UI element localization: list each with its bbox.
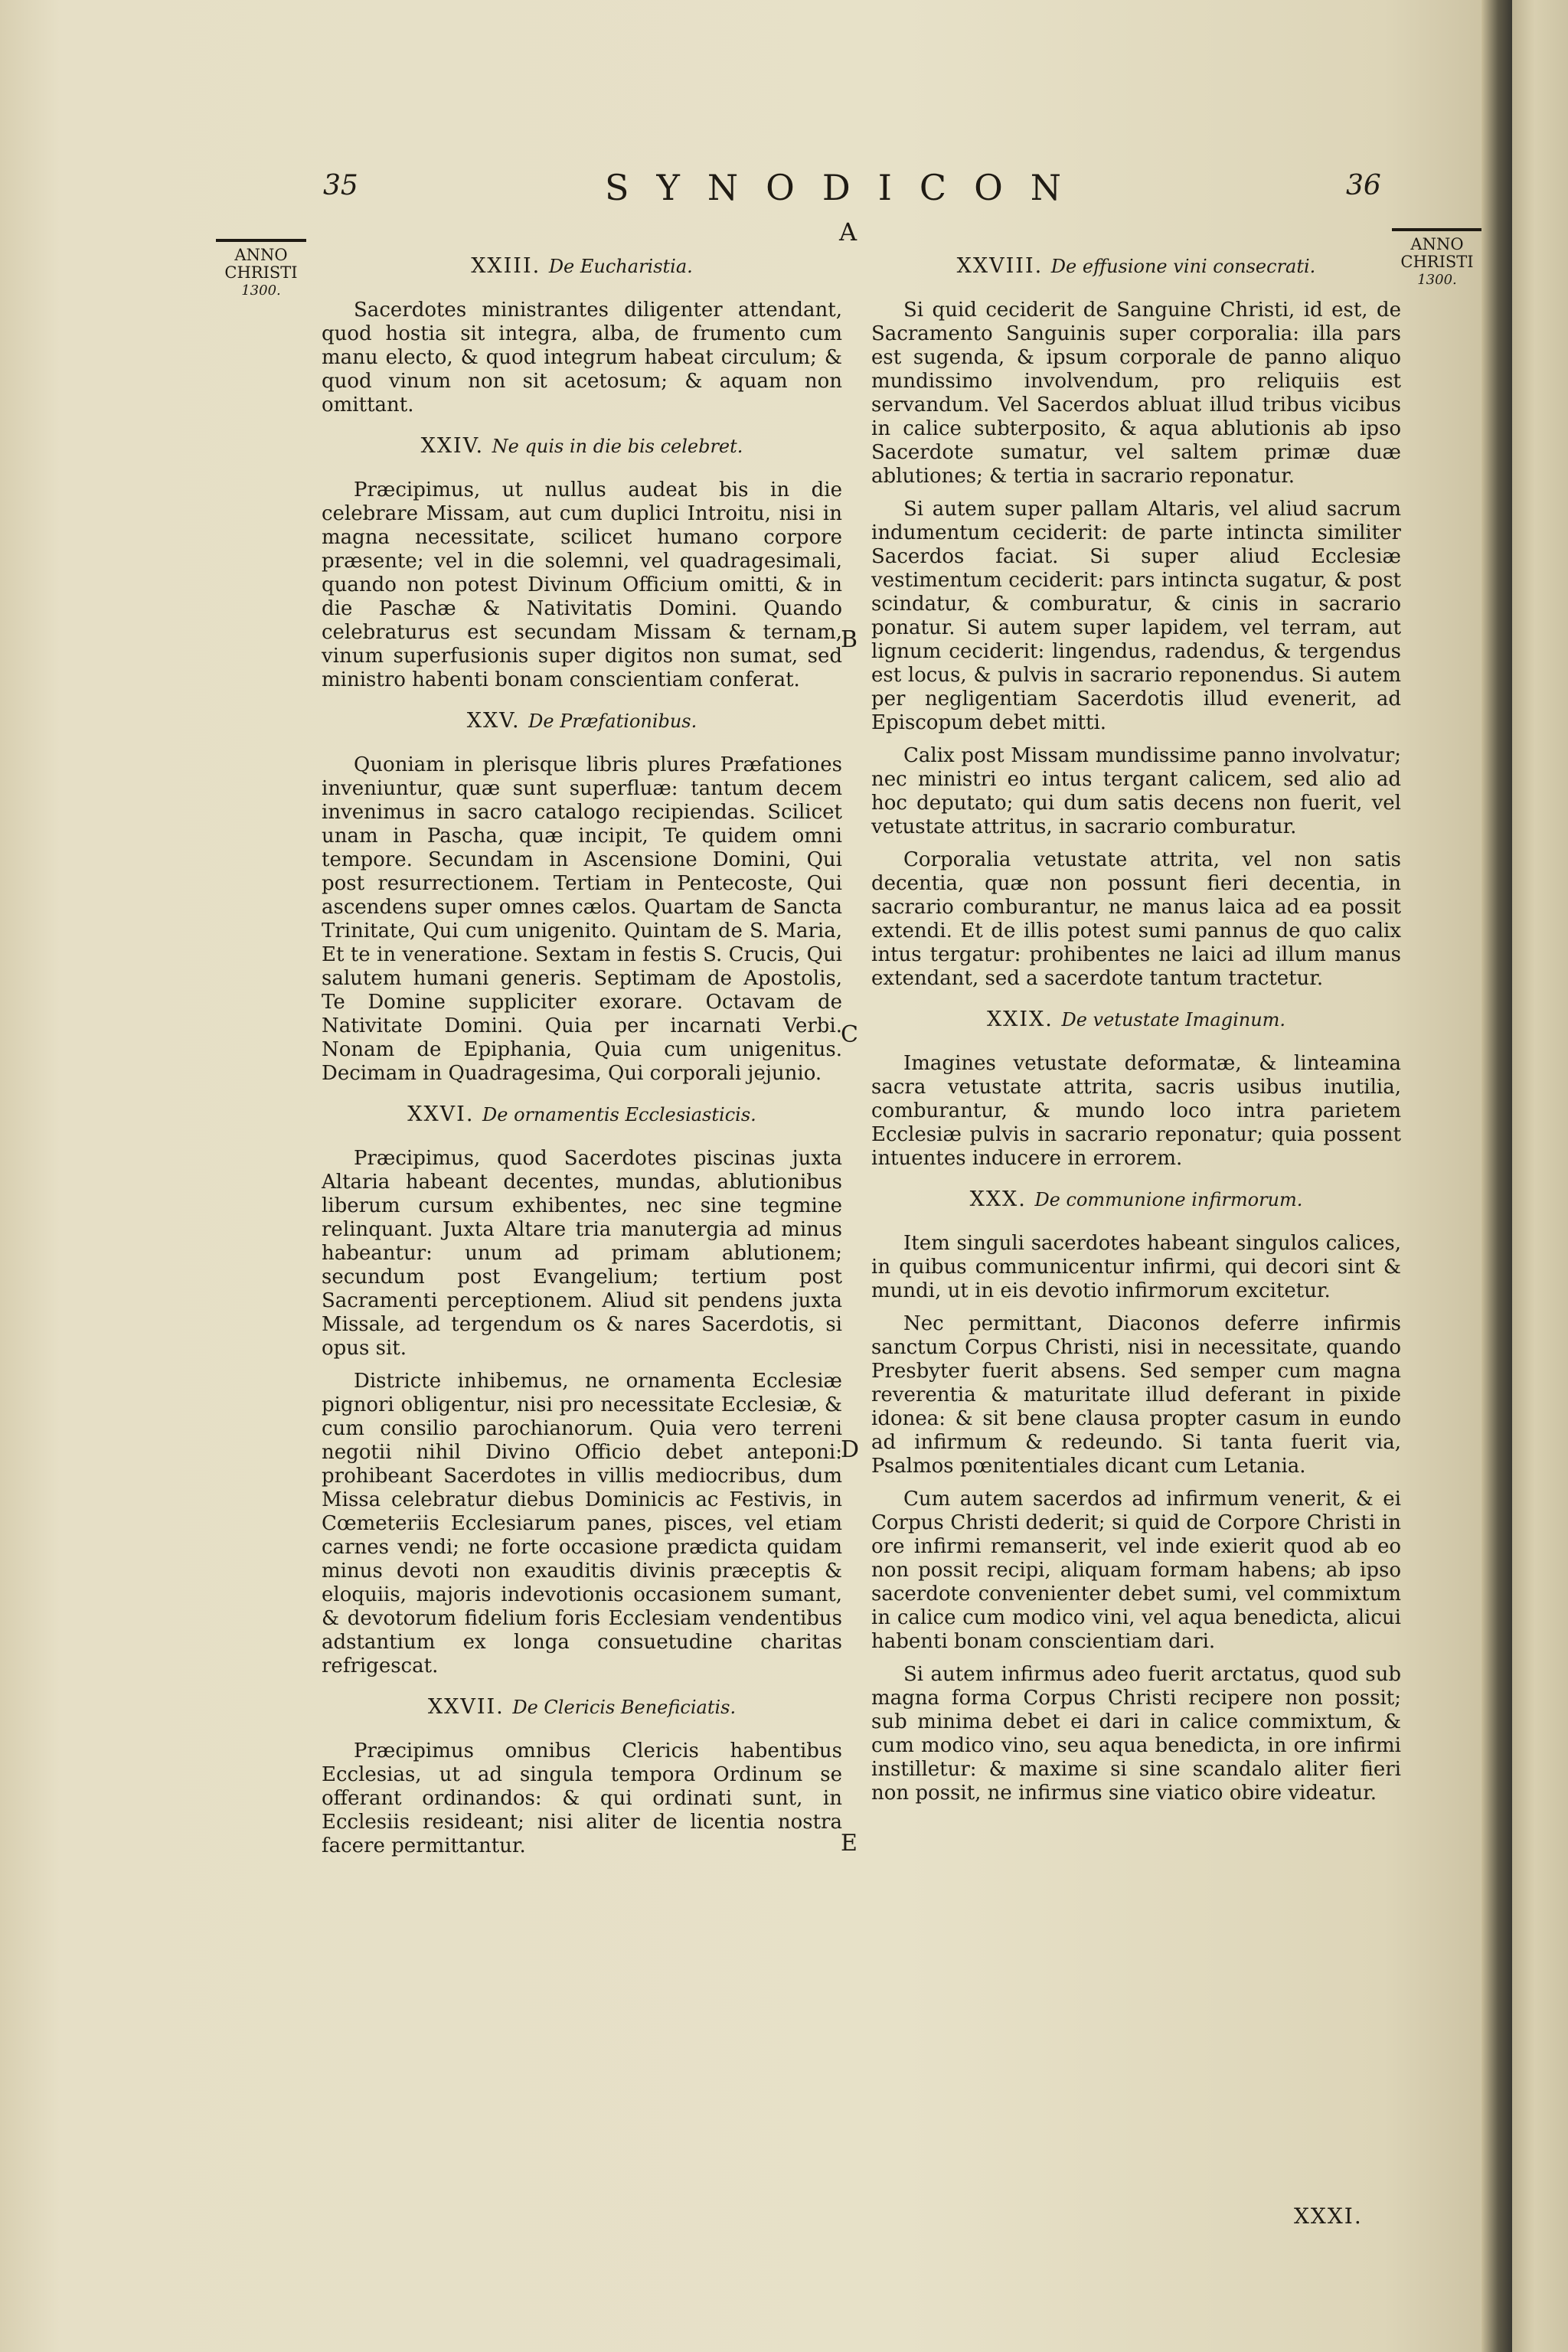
chapter-heading xyxy=(871,1187,1401,1212)
chapter-paragraph: Præcipimus, quod Sacerdotes piscinas juxta Altaria habeant decentes, mundas, ablutionibus liberum cursum exhibentes, nec sine tegmine relinquant. Juxta Altare tria manutergia ad minus habeantur: unum ad primam ablutionem; secundum post Evangelium; tertium post Sacramenti perceptionem. Aliud sit pendens juxta Missale, ad tergendum os & nares Sacerdotis, si opus sit. xyxy=(322,1147,842,1360)
margin-christi: CHRISTI xyxy=(224,263,298,282)
catchword: XXXI. xyxy=(1294,2203,1363,2229)
chapter-heading xyxy=(322,254,842,279)
chapter-section xyxy=(322,709,842,1086)
left-column xyxy=(322,243,842,1875)
chapter-title: De effusione vini consecrati. xyxy=(1050,256,1316,277)
chapter-number: XXIX. xyxy=(986,1008,1054,1031)
chapter-heading xyxy=(871,1008,1401,1032)
margin-rule xyxy=(1392,228,1482,231)
chapter-paragraph: Calix post Missam mundissime panno involvatur; nec ministri eo intus tergant calicem, sed alio ad hoc deputato; qui dum satis decens non fuerit, vel vetustate attritus, in sacrario comburatur. xyxy=(871,744,1401,838)
chapter-number: XXVIII. xyxy=(956,254,1044,278)
chapter-section xyxy=(322,434,842,692)
section-letter-b: B xyxy=(841,626,858,653)
chapter-title: De ornamentis Ecclesiasticis. xyxy=(482,1104,756,1125)
chapter-number: XXV. xyxy=(466,709,521,733)
chapter-paragraph: Cum autem sacerdos ad infirmum venerit, & ei Corpus Christi dederit; si quid de Corpore Christi in ore infirmi remanserit, vel inde exierit quod ab eo non possit recipi, aliquam formam habens; ab ipso sacerdote convenienter debet sumi, vel commixtum in calice cum modico vini, vel aqua benedicta, alicui habenti bonam conscientiam dari. xyxy=(871,1488,1401,1653)
section-letter-c: C xyxy=(841,1021,858,1048)
chapter-heading xyxy=(322,1102,842,1127)
margin-christi: CHRISTI xyxy=(1400,253,1474,271)
chapter-paragraph: Si autem super pallam Altaris, vel aliud sacrum indumentum ceciderit: de parte intincta similiter Sacerdos faciat. Si super aliud Ecclesiæ vestimentum ceciderit: pars intincta sugatur, & post scindatur, & comburatur, & cinis in sacrario ponatur. Si autem super lapidem, vel terram, aut lignum ceciderit: lingendus, radendus, & tergendus est locus, & pulvis in sacrario reponendus. Si autem per negligentiam Sacerdotis illud evenerit, ad Episcopum debet mitti. xyxy=(871,498,1401,734)
chapter-paragraph: Præcipimus omnibus Clericis habentibus Ecclesias, ut ad singula tempora Ordinum se offerant ordinandos: & qui ordinati sunt, in Ecclesiis resideant; nisi aliter de licentia nostra facere permittantur. xyxy=(322,1740,842,1857)
chapter-section xyxy=(871,254,1401,991)
chapter-heading xyxy=(322,434,842,459)
chapter-number: XXVII. xyxy=(427,1695,505,1719)
chapter-paragraph: Item singuli sacerdotes habeant singulos calices, in quibus communicentur infirmi, qui decori sint & mundi, ut in eis devotio infirmorum excitetur. xyxy=(871,1232,1401,1302)
chapter-paragraph: Si autem infirmus adeo fuerit arctatus, quod sub magna forma Corpus Christi recipere non possit; sub minima debet ei dari in calice commixtum, & cum modico vino, seu aqua benedicta, in ore infirmi instilletur: & maxime si sine scandalo aliter fieri non possit, ne infirmus sine viatico obire videatur. xyxy=(871,1663,1401,1805)
margin-note-right xyxy=(1392,228,1482,289)
page-number-right: 36 xyxy=(1346,170,1381,201)
chapter-paragraph: Quoniam in plerisque libris plures Præfationes inveniuntur, quæ sunt superfluæ: tantum decem invenimus in sacro catalogo recipiendas. Scilicet unam in Pascha, quæ incipit, Te quidem omni tempore. Secundam in Ascensione Domini, Qui post resurrectionem. Tertiam in Pentecoste, Qui ascendens super omnes cælos. Quartam de Sancta Trinitate, Qui cum unigenito. Quintam de S. Maria, Et te in veneratione. Sextam in festis S. Crucis, Qui salutem humani generis. Septimam de Apostolis, Te Domine suppliciter exorare. Octavam de Nativitate Domini. Quia per incarnati Verbi. Nonam de Epiphania, Quia cum unigenitus. Decimam in Quadragesima, Qui corporali jejunio. xyxy=(322,753,842,1085)
chapter-section xyxy=(322,1102,842,1678)
page-number-left: 35 xyxy=(323,170,358,201)
chapter-title: De Clericis Beneficiatis. xyxy=(512,1697,737,1718)
section-letter-d: D xyxy=(841,1436,860,1463)
chapter-number: XXIV. xyxy=(420,434,485,458)
margin-anno: ANNO xyxy=(234,246,288,264)
right-column xyxy=(871,243,1401,1822)
margin-year: 1300. xyxy=(241,283,281,299)
chapter-paragraph: Imagines vetustate deformatæ, & linteamina sacra vetustate attrita, sacris usibus inutilia, comburantur, & mundo loco intra parietem Ecclesiæ pulvis in sacrario reponatur; quia possent intuentes inducere in errorem. xyxy=(871,1052,1401,1170)
margin-rule xyxy=(216,239,306,242)
chapter-paragraph: Districte inhibemus, ne ornamenta Ecclesiæ pignori obligentur, nisi pro necessitate Ecclesiæ, & cum consilio parochianorum. Quia vero terreni negotii nihil Divino Officio debet anteponi: prohibeant Sacerdotes in villis mediocribus, dum Missa celebratur diebus Dominicis ac Festivis, in Cœmeteriis Ecclesiarum panes, pisces, vel etiam carnes vendi; ne forte occasione prædicta quidam minus devoti non exauditis divinis præceptis & eloquiis, majoris indevotionis occasionem sumant, & devotorum fidelium foris Ecclesiam vendentibus adstantium ex longa consuetudine charitas refrigescat. xyxy=(322,1370,842,1677)
chapter-paragraph: Corporalia vetustate attrita, vel non satis decentia, quæ non possunt fieri decentia, in sacrario comburantur, ne manus laica ad ea possit extendi. Et de illis potest sumi pannus de quo calix intus tergatur: prohibentes ne laici ad illum manus extendant, sed a sacerdote tantum tractetur. xyxy=(871,848,1401,990)
facing-page-edge xyxy=(1512,0,1568,2352)
margin-year: 1300. xyxy=(1417,272,1457,288)
chapter-number: XXX. xyxy=(969,1187,1027,1211)
chapter-section xyxy=(322,1695,842,1858)
chapter-paragraph: Sacerdotes ministrantes diligenter attendant, quod hostia sit integra, alba, de frumento cum manu electo, & quod integrum habeat circulum; & quod vinum non sit acetosum; & aquam non omittant. xyxy=(322,299,842,416)
chapter-heading xyxy=(322,1695,842,1720)
chapter-number: XXIII. xyxy=(471,254,541,278)
chapter-title: De vetustate Imaginum. xyxy=(1061,1009,1286,1031)
chapter-heading xyxy=(871,254,1401,279)
chapter-section xyxy=(322,254,842,417)
running-title: SYNODICON xyxy=(605,167,1089,208)
section-letter-e: E xyxy=(841,1830,858,1857)
chapter-heading xyxy=(322,709,842,733)
chapter-title: Ne quis in die bis celebret. xyxy=(492,436,743,457)
margin-anno: ANNO xyxy=(1410,235,1464,253)
chapter-number: XXVI. xyxy=(407,1102,475,1126)
chapter-section xyxy=(871,1187,1401,1805)
chapter-title: De Præfationibus. xyxy=(528,710,697,732)
chapter-paragraph: Si quid ceciderit de Sanguine Christi, id est, de Sacramento Sanguinis super corporalia: illa pars est sugenda, & ipsum corporale de panno aliquo mundissimo involvendum, pro reliquiis est servandum. Vel Sacerdos abluat illud tribus vicibus in calice subterposito, & aqua ablutionis ab ipso Sacerdote sumatur, vel saltem primæ duæ ablutiones; & tertia in sacrario reponatur. xyxy=(871,299,1401,488)
margin-note-left xyxy=(216,239,306,299)
section-letter-a: A xyxy=(839,217,858,247)
book-gutter xyxy=(1481,0,1512,2352)
chapter-title: De communione infirmorum. xyxy=(1034,1189,1303,1210)
chapter-paragraph: Nec permittant, Diaconos deferre infirmis sanctum Corpus Christi, nisi in necessitate, quando Presbyter fuerit absens. Sed semper cum magna reverentia & maturitate illud deferant in pixide idonea: & sit bene clausa propter casum in eundo ad infirmum & redeundo. Si tanta fuerit via, Psalmos pœnitentiales dicant cum Letania. xyxy=(871,1312,1401,1478)
chapter-paragraph: Præcipimus, ut nullus audeat bis in die celebrare Missam, aut cum duplici Introitu, nisi in magna necessitate, scilicet humano corpore præsente; vel in die solemni, vel quadragesimali, quando non potest Divinum Officium omitti, & in die Paschæ & Nativitatis Domini. Quando celebraturus est secundam Missam & ternam, vinum superfusionis super digitos non sumat, sed ministro habenti bonam conscientiam conferat. xyxy=(322,479,842,691)
chapter-section xyxy=(871,1008,1401,1171)
chapter-title: De Eucharistia. xyxy=(548,256,693,277)
